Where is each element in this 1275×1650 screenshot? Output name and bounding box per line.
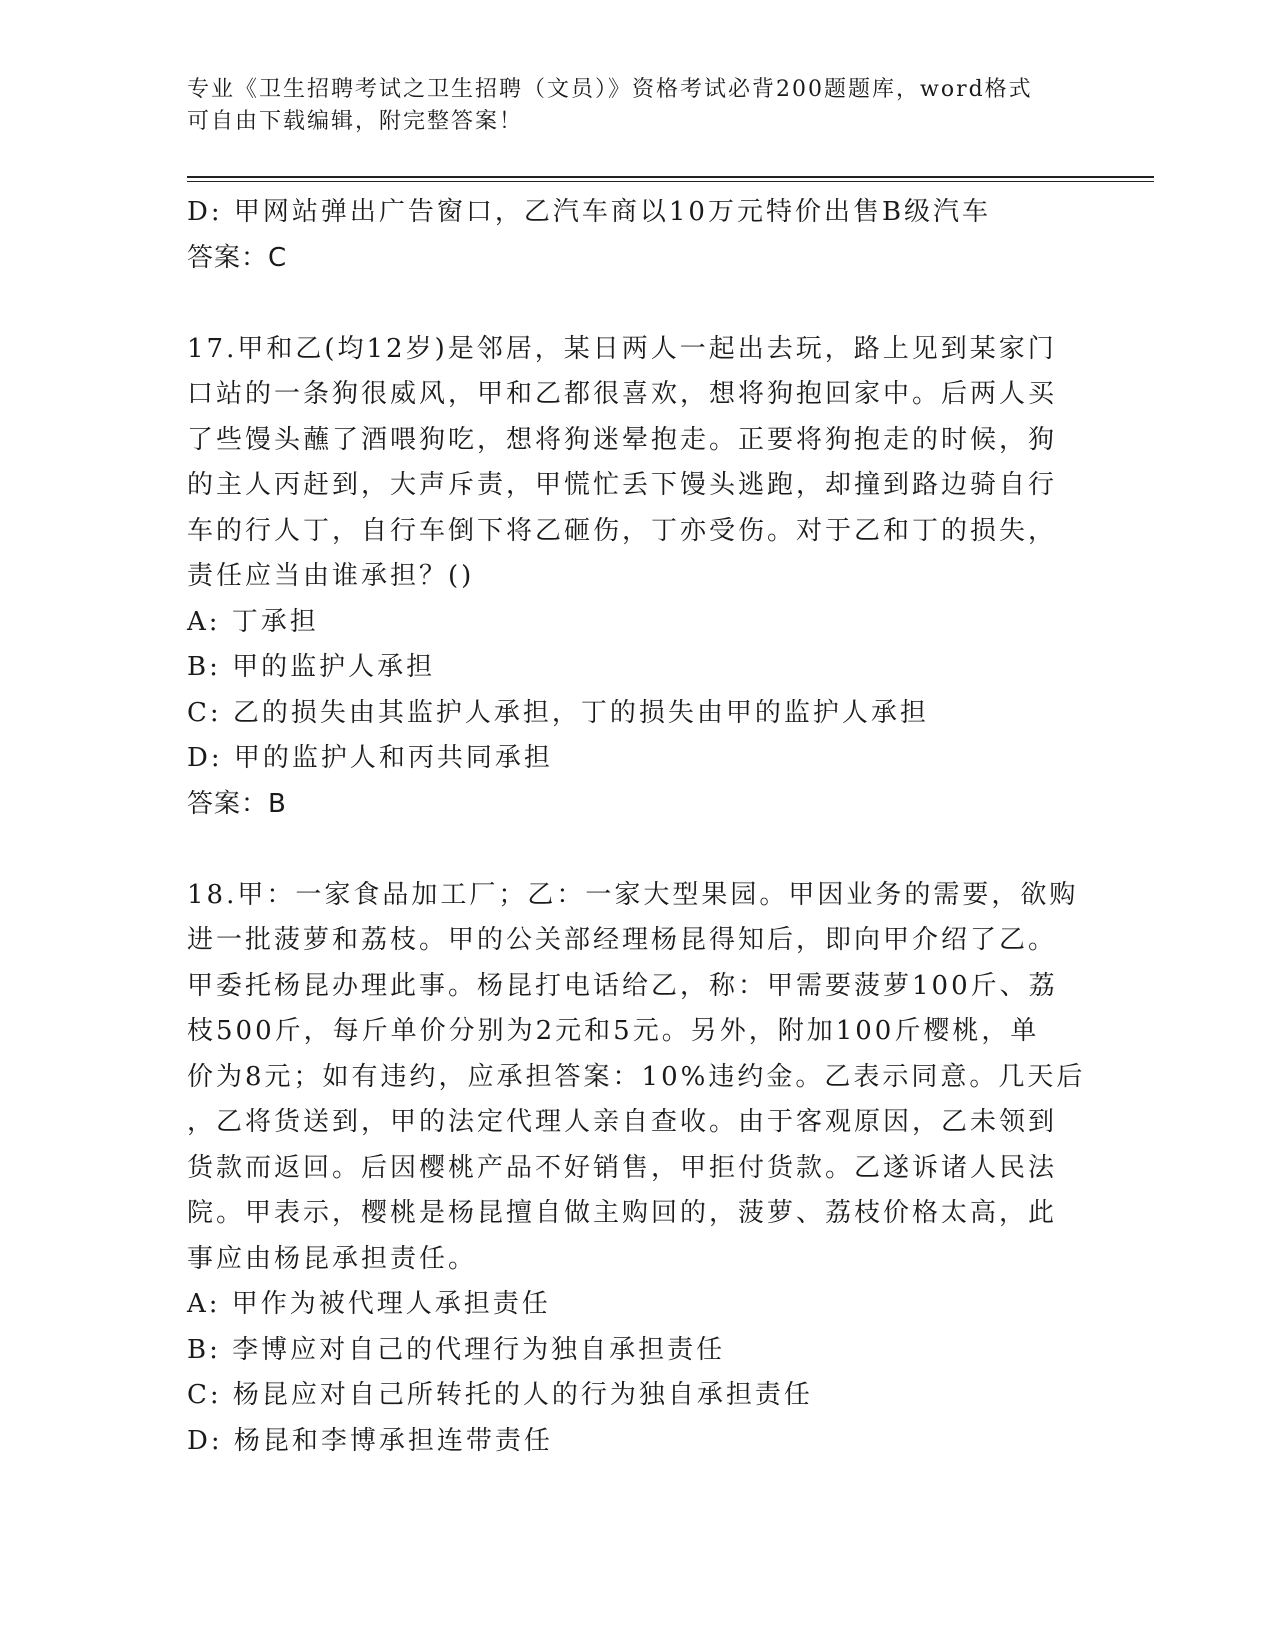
question-stem-line: ，乙将货送到，甲的法定代理人亲自查收。由于客观原因，乙未领到 [187, 1107, 1058, 1137]
question-spacer [187, 827, 1067, 873]
question-stem-line: 货款而返回。后因樱桃产品不好销售，甲拒付货款。乙遂诉诸人民法 [187, 1152, 1058, 1183]
option-c: C: 乙的损失由其监护人承担，丁的损失由甲的监护人承担 [187, 697, 929, 728]
question-stem-line: 口站的一条狗很威风，甲和乙都很喜欢，想将狗抱回家中。后两人买 [187, 379, 1058, 409]
option-c: C: 杨昆应对自己所转托的人的行为独自承担责任 [187, 1380, 813, 1410]
question-18 [187, 873, 1086, 1465]
header-line-2: 可自由下载编辑，附完整答案！ [187, 109, 524, 134]
option-b: B: 甲的监护人承担 [187, 652, 436, 682]
option-b: B: 李博应对自己的代理行为独自承担责任 [187, 1334, 726, 1365]
question-17 [187, 327, 1067, 828]
option-d: D: 甲网站弹出广告窗口，乙汽车商以10万元特价出售B级汽车 [187, 197, 992, 227]
header-divider-thick [187, 176, 1154, 178]
question-stem-line: 了些馒头蘸了酒喂狗吃，想将狗迷晕抱走。正要将狗抱走的时候，狗 [187, 424, 1058, 455]
header-line-1: 专业《卫生招聘考试之卫生招聘（文员）》资格考试必背200题题库，word格式 [187, 77, 1033, 102]
question-stem-line: 责任应当由谁承担？() [187, 561, 475, 591]
header-divider-thin [187, 181, 1154, 182]
question-stem-line: 事应由杨昆承担责任。 [187, 1243, 478, 1274]
answer-line: 答案：C [187, 242, 288, 273]
option-a: A: 甲作为被代理人承担责任 [187, 1289, 551, 1319]
question-stem-line: 17.甲和乙(均12岁)是邻居，某日两人一起出去玩，路上见到某家门 [187, 333, 1057, 364]
question-stem-line: 院。甲表示，樱桃是杨昆擅自做主购回的，菠萝、荔枝价格太高，此 [187, 1198, 1058, 1228]
question-stem-line: 的主人丙赶到，大声斥责，甲慌忙丢下馒头逃跑，却撞到路边骑自行 [187, 470, 1058, 500]
question-stem-line: 甲委托杨昆办理此事。杨昆打电话给乙，称：甲需要菠萝100斤、荔 [187, 970, 1058, 1001]
question-stem-line: 进一批菠萝和荔枝。甲的公关部经理杨昆得知后，即向甲介绍了乙。 [187, 925, 1058, 955]
question-stem-line: 18.甲：一家食品加工厂；乙：一家大型果园。甲因业务的需要，欲购 [187, 879, 1079, 910]
question-stem-line: 车的行人丁，自行车倒下将乙砸伤，丁亦受伤。对于乙和丁的损失， [187, 515, 1058, 546]
question-stem-line: 枝500斤，每斤单价分别为2元和5元。另外，附加100斤樱桃，单 [187, 1016, 1040, 1046]
question-16-tail [187, 190, 1067, 281]
option-a: A: 丁承担 [187, 606, 319, 637]
option-d: D: 甲的监护人和丙共同承担 [187, 743, 553, 773]
option-d: D: 杨昆和李博承担连带责任 [187, 1425, 553, 1456]
question-spacer [187, 281, 1067, 327]
answer-line: 答案：B [187, 788, 287, 819]
document-body [187, 190, 1086, 1464]
question-stem-line: 价为8元；如有违约，应承担答案：10%违约金。乙表示同意。几天后 [187, 1061, 1086, 1092]
document-header [187, 74, 1067, 138]
